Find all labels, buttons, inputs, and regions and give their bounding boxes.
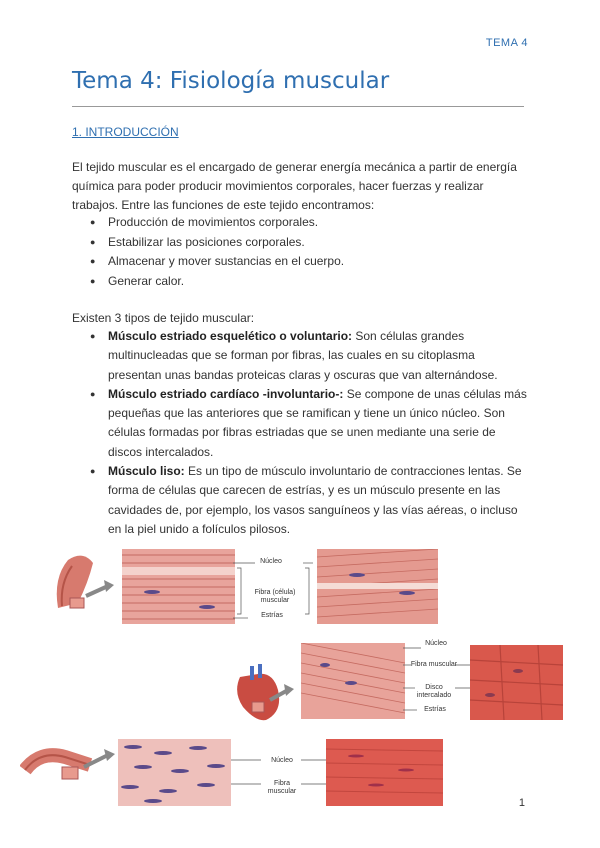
cardiac-micrograph-2	[470, 645, 563, 720]
list-item: ● Generar calor.	[90, 272, 344, 292]
skeletal-micrograph-1	[122, 549, 235, 624]
term: Músculo estriado cardíaco -involuntario-:	[108, 386, 344, 401]
description: Es un tipo de músculo involuntario de contracciones lentas. Se forma de células que carecen de estrías, y es un músculo presente en las cavidades de, por ejemplo, los vasos sanguíneos y las vías aéreas, o incluso en la piel unido a folículos pilosos.	[108, 464, 522, 536]
list-item: ● Almacenar y mover sustancias en el cuerpo.	[90, 252, 344, 272]
list-item	[90, 385, 530, 462]
tipos-list	[90, 327, 530, 539]
term: Músculo liso:	[108, 464, 185, 479]
functions-list	[90, 213, 344, 291]
skeletal-micrograph-2	[317, 549, 438, 624]
description: Son células grandes multinucleadas que se forman por fibras, las cuales en su citoplasma presentan unas bandas proteicas claras y oscuras que van alternándose.	[108, 329, 498, 382]
section-heading: 1. INTRODUCCIÓN	[72, 125, 179, 139]
cardiac-micrograph-1	[301, 643, 405, 719]
tipos-intro: Existen 3 tipos de tejido muscular:	[72, 311, 255, 325]
label-estrias: Estrías	[261, 612, 283, 619]
label-fibra: Fibra muscular	[267, 780, 297, 795]
label-fibra: Fibra muscular	[410, 661, 458, 668]
heart-illustration	[228, 662, 298, 724]
smooth-micrograph-2	[326, 739, 443, 806]
arm-muscle-illustration	[48, 548, 118, 618]
intro-paragraph: El tejido muscular es el encargado de generar energía mecánica a partir de energía química para poder producir movimientos corporales, hacer fuerzas y realizar trabajos. Entre las funciones de este tejido encontramos:	[72, 160, 517, 212]
term: Músculo estriado esquelético o voluntario:	[108, 329, 353, 343]
page-number: 1	[518, 797, 525, 809]
list-item: ● Producción de movimientos corporales.	[90, 213, 344, 233]
label-fibra: Fibra (célula) muscular	[254, 589, 296, 604]
label-disco: Disco intercalado	[416, 684, 452, 699]
label-nucleo: Núcleo	[271, 757, 293, 764]
tube-illustration	[20, 745, 120, 795]
page-title: Tema 4: Fisiología muscular	[72, 68, 390, 94]
list-item	[90, 327, 530, 385]
description: Se compone de unas células más pequeñas que las anteriores que se ramifican y tiene un único núcleo. Son células formadas por fibras estriadas que se unen mediante una serie de discos intercalados.	[108, 386, 527, 459]
label-estrias: Estrías	[424, 706, 446, 713]
list-item: ● Estabilizar las posiciones corporales.	[90, 233, 344, 253]
title-divider	[72, 106, 524, 107]
header-tag: TEMA 4	[485, 37, 528, 49]
cardiac-label-leaders	[403, 640, 473, 715]
label-nucleo: Núcleo	[260, 558, 282, 565]
list-item	[90, 462, 530, 539]
smooth-micrograph-1	[118, 739, 231, 806]
label-nucleo: Núcleo	[425, 640, 447, 647]
